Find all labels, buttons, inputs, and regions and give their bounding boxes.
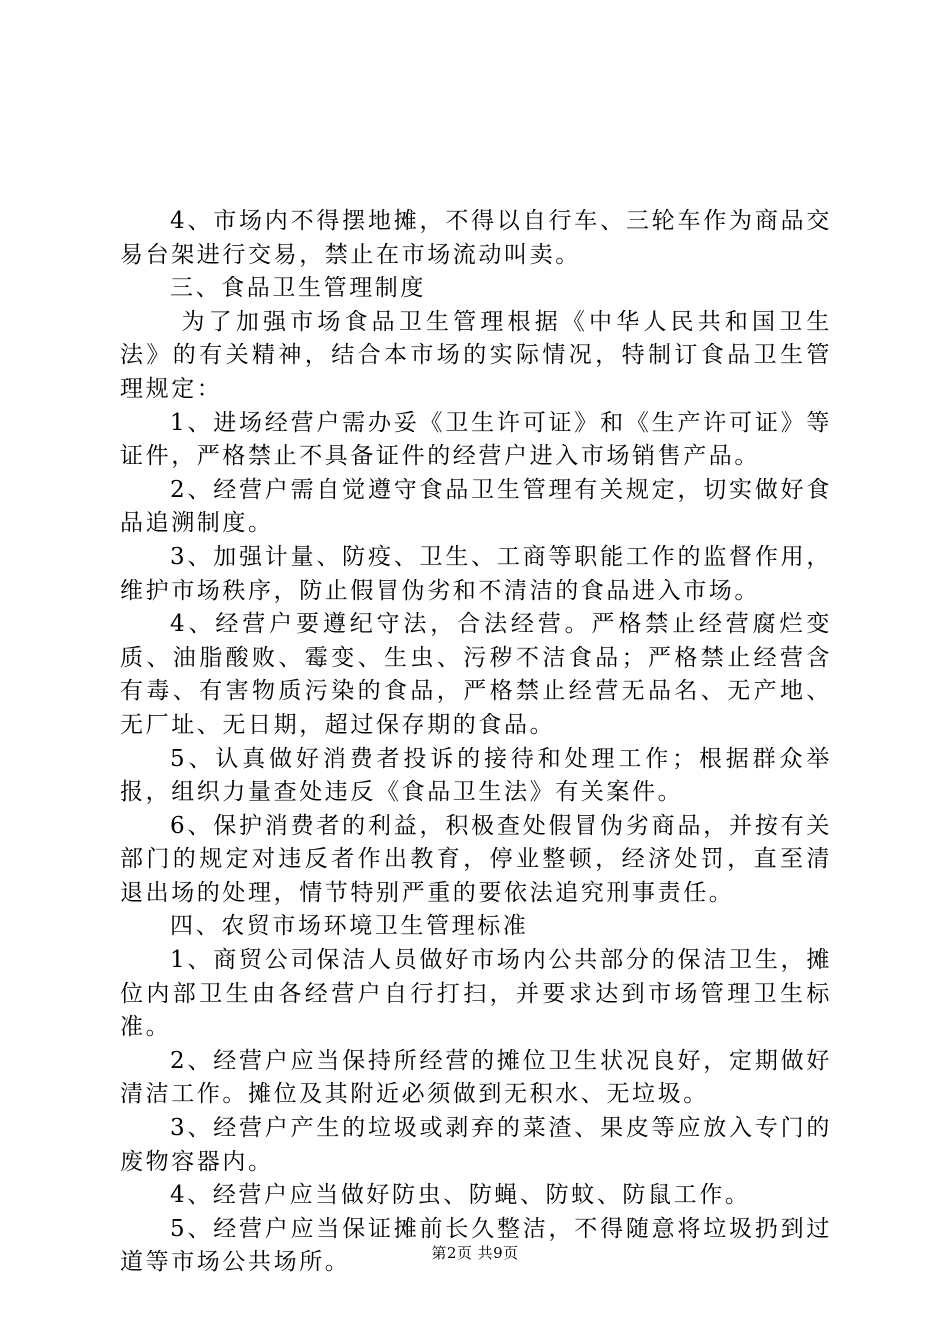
paragraph-food-rule-1: 1、进场经营户需办妥《卫生许可证》和《生产许可证》等证件，严格禁止不具备证件的经营户进入市场销售产品。 [120,409,832,470]
paragraph-env-rule-4: 4、经营户应当做好防虫、防蝇、防蚊、防鼠工作。 [170,1182,751,1209]
paragraph-food-rule-2: 2、经营户需自觉遵守食品卫生管理有关规定，切实做好食品追溯制度。 [120,476,832,537]
section-heading-environment: 四、农贸市场环境卫生管理标准 [170,913,529,940]
paragraph-food-hygiene-intro: 为了加强市场食品卫生管理根据《中华人民共和国卫生法》的有关精神，结合本市场的实际情况，特制订食品卫生管理规定： [120,308,832,402]
paragraph-env-rule-5: 5、经营户应当保证摊前长久整洁，不得随意将垃圾扔到过道等市场公共场所。 [120,1215,832,1276]
paragraph-env-rule-1: 1、商贸公司保洁人员做好市场内公共部分的保洁卫生，摊位内部卫生由各经营户自行打扫，并要求达到市场管理卫生标准。 [120,947,832,1041]
section-heading-food-hygiene: 三、食品卫生管理制度 [170,275,426,302]
paragraph-market-rule-4: 4、市场内不得摆地摊，不得以自行车、三轮车作为商品交易台架进行交易，禁止在市场流动叫卖。 [120,208,832,268]
paragraph-food-rule-3: 3、加强计量、防疫、卫生、工商等职能工作的监督作用，维护市场秩序，防止假冒伪劣和不清洁的食品进入市场。 [120,543,832,604]
document-body [120,205,832,1280]
paragraph-food-rule-6: 6、保护消费者的利益，积极查处假冒伪劣商品，并按有关部门的规定对违反者作出教育，停业整顿，经济处罚，直至清退出场的处理，情节特别严重的要依法追究刑事责任。 [120,812,832,906]
paragraph-env-rule-2: 2、经营户应当保持所经营的摊位卫生状况良好，定期做好清洁工作。摊位及其附近必须做到无积水、无垃圾。 [120,1047,832,1108]
paragraph-env-rule-3: 3、经营户产生的垃圾或剥弃的菜渣、果皮等应放入专门的废物容器内。 [120,1115,832,1175]
paragraph-food-rule-5: 5、认真做好消费者投诉的接待和处理工作；根据群众举报，组织力量查处违反《食品卫生法》有关案件。 [120,745,832,806]
page-number-footer: 第2页 共9页 [431,1244,519,1262]
paragraph-food-rule-4: 4、经营户要遵纪守法，合法经营。严格禁止经营腐烂变质、油脂酸败、霉变、生虫、污秽不洁食品；严格禁止经营含有毒、有害物质污染的食品，严格禁止经营无品名、无产地、无厂址、无日期，超过保存期的食品。 [120,611,832,738]
